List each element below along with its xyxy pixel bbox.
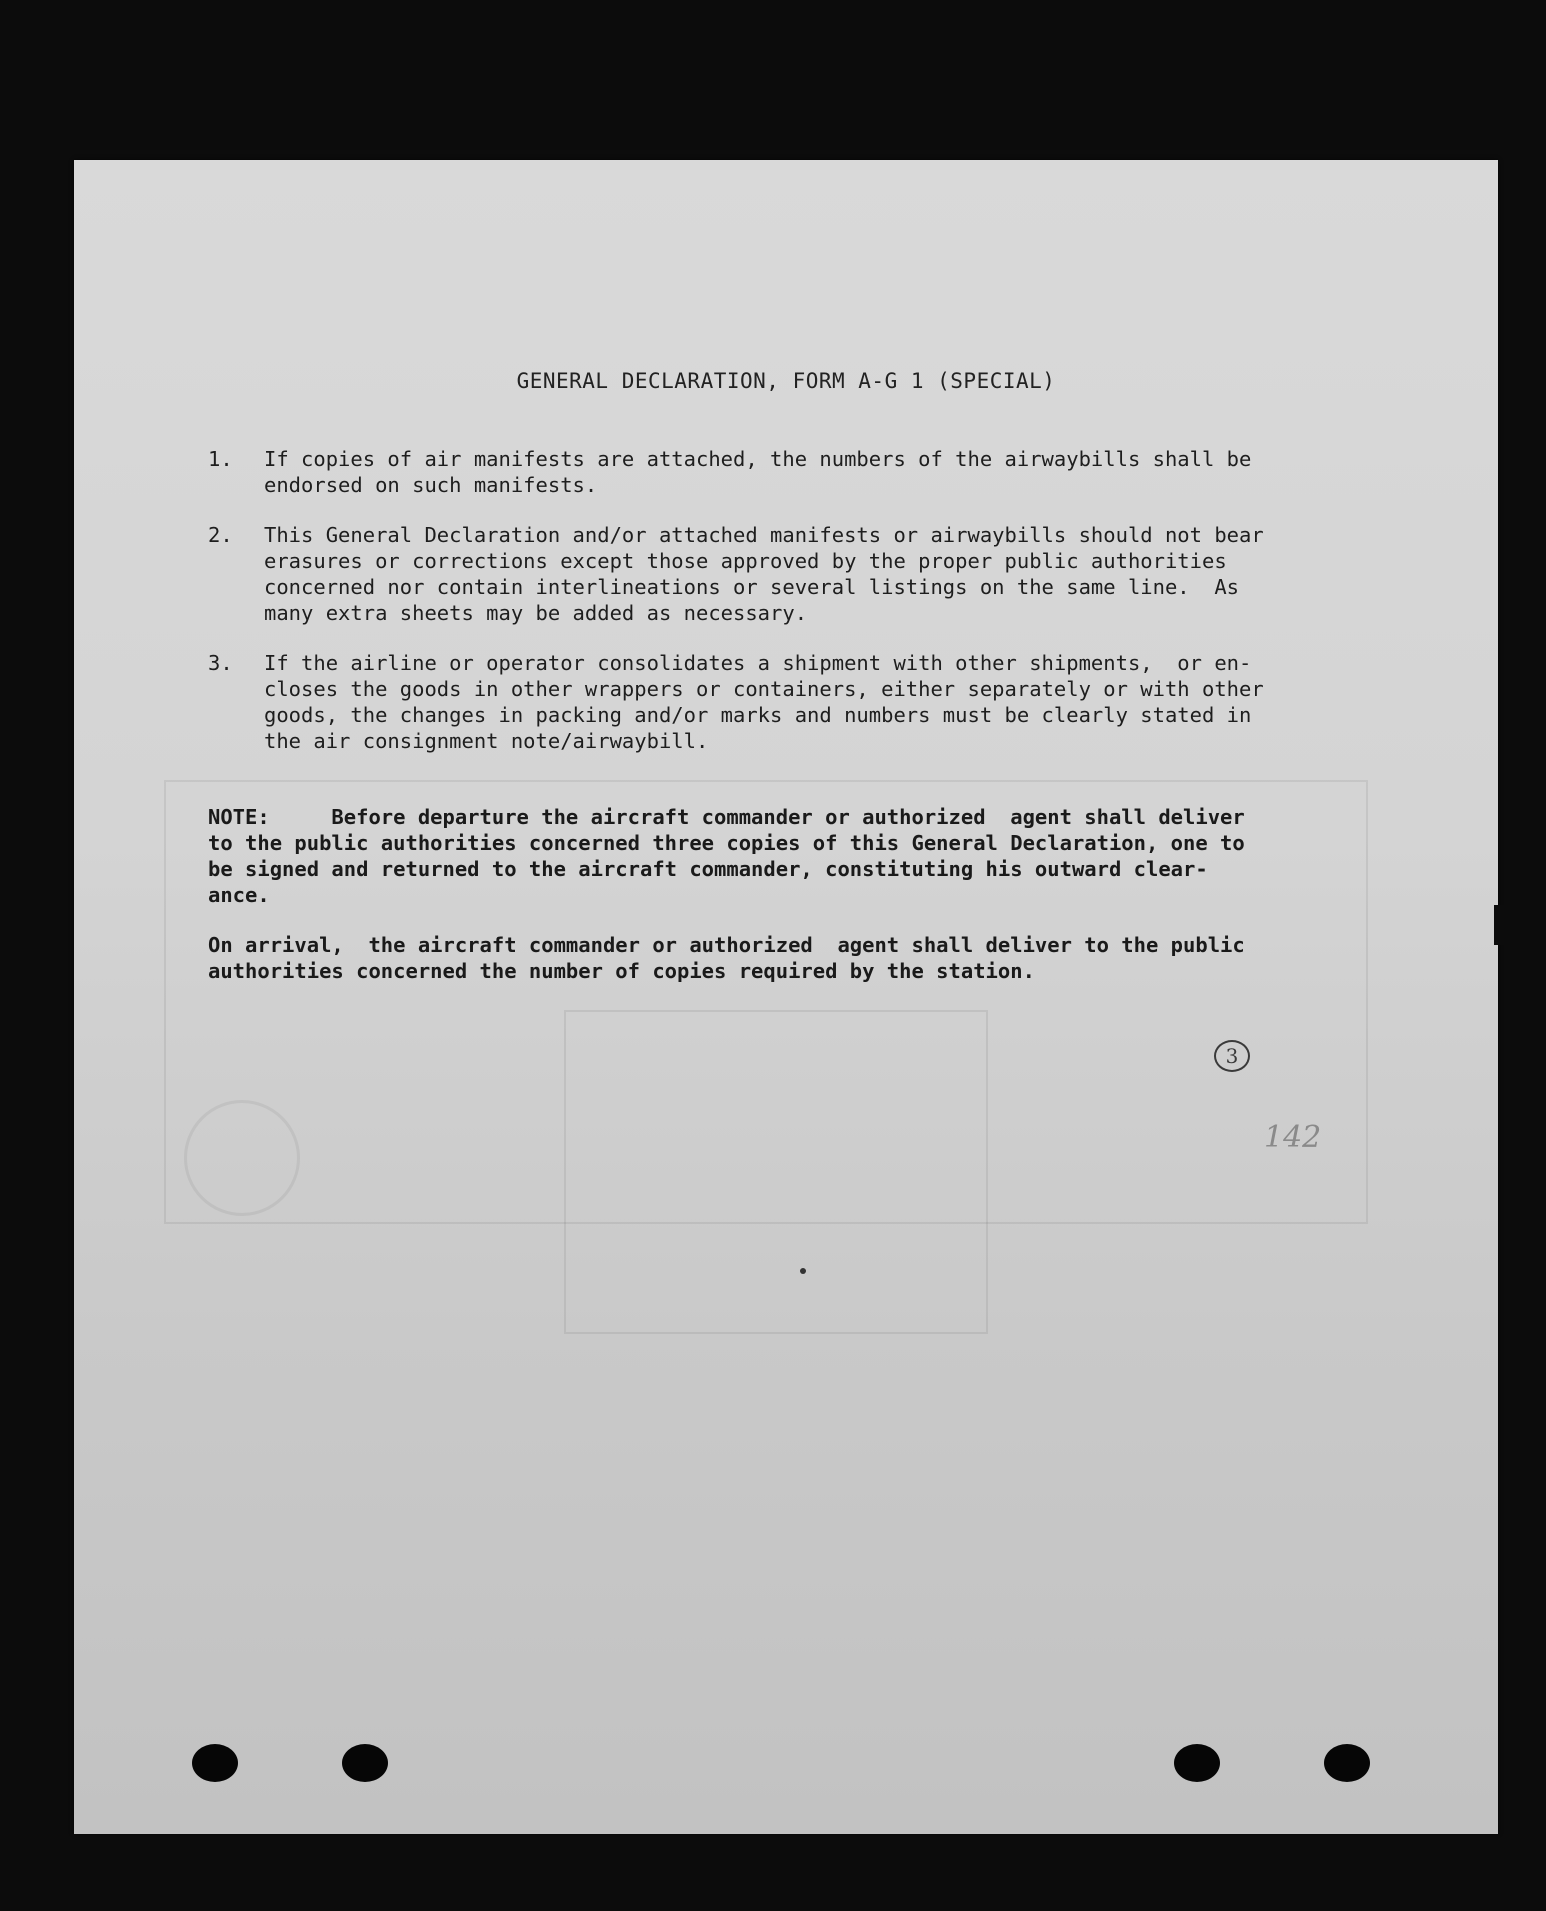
- punch-hole: [192, 1744, 238, 1782]
- handwritten-circled-number: 3: [1214, 1040, 1250, 1072]
- ink-speck: [800, 1268, 806, 1274]
- bleed-through-stamp: [184, 1100, 300, 1216]
- item-text: If the airline or operator consolidates a shipment with other shipments, or en- closes the goods in other wrappers or containers, either separately or with other goods, the changes in packing and/or marks and numbers must be clearly stated in the air consignment note/airwaybill.: [264, 651, 1264, 753]
- punch-hole: [1174, 1744, 1220, 1782]
- document-page: [74, 160, 1498, 1834]
- instruction-item: [208, 446, 1400, 498]
- item-number: 2.: [208, 523, 233, 547]
- bleed-through-box: [564, 1010, 988, 1334]
- item-number: 3.: [208, 651, 233, 675]
- document-title: GENERAL DECLARATION, FORM A-G 1 (SPECIAL): [516, 369, 1056, 393]
- punch-hole: [1324, 1744, 1370, 1782]
- item-text: This General Declaration and/or attached manifests or airwaybills should not bear erasures or corrections except those approved by the proper public authorities concerned nor contain interlineations or several listings on the same line. As many extra sheets may be added as necessary.: [264, 523, 1264, 625]
- page-edge-tab: [1494, 905, 1510, 945]
- handwritten-page-number: 142: [1264, 1120, 1322, 1155]
- instruction-item: [208, 650, 1400, 754]
- instruction-item: [208, 522, 1400, 626]
- punch-hole: [342, 1744, 388, 1782]
- departure-note: NOTE: Before departure the aircraft commander or authorized agent shall deliver to the public authorities concerned three copies of this General Declaration, one to be signed and returned to the aircraft commander, constituting his outward clear- ance.: [208, 805, 1245, 907]
- item-number: 1.: [208, 447, 233, 471]
- arrival-note: On arrival, the aircraft commander or authorized agent shall deliver to the public authorities concerned the number of copies required by the station.: [208, 933, 1245, 983]
- item-text: If copies of air manifests are attached, the numbers of the airwaybills shall be endorsed on such manifests.: [264, 447, 1252, 497]
